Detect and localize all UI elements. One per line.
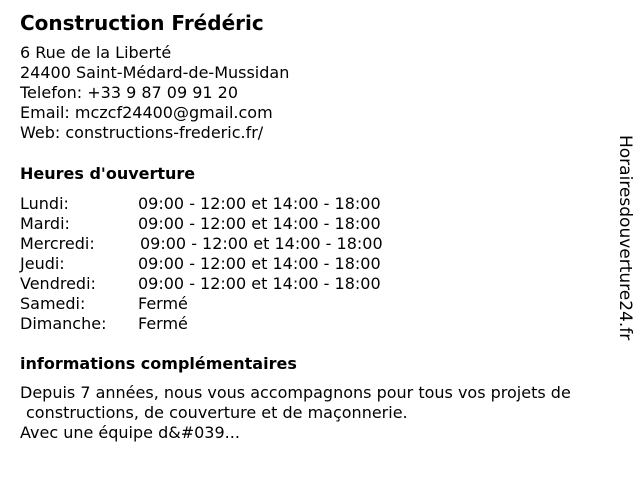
- hours-value: Fermé: [138, 314, 188, 333]
- contact-block: [20, 43, 289, 143]
- hours-value: 09:00 - 12:00 et 14:00 - 18:00: [138, 194, 381, 213]
- address-line-2: 24400 Saint-Médard-de-Mussidan: [20, 63, 290, 82]
- phone-text: Telefon: +33 9 87 09 91 20: [20, 83, 239, 102]
- hours-value: 09:00 - 12:00 et 14:00 - 18:00: [140, 234, 383, 253]
- day-label: Mercredi:: [20, 234, 95, 253]
- additional-info-text: [20, 383, 630, 443]
- info-line-3: Avec une équipe d&#039...: [20, 423, 240, 442]
- business-name: Construction Frédéric: [20, 11, 264, 35]
- day-label: Jeudi:: [20, 254, 65, 273]
- address-line-1: 6 Rue de la Liberté: [20, 43, 172, 62]
- opening-hours-heading: Heures d'ouverture: [20, 164, 196, 183]
- hours-value: 09:00 - 12:00 et 14:00 - 18:00: [138, 274, 381, 293]
- side-watermark: [604, 135, 640, 345]
- hours-value: Fermé: [138, 294, 188, 313]
- hours-value: 09:00 - 12:00 et 14:00 - 18:00: [138, 254, 381, 273]
- info-line-1: Depuis 7 années, nous vous accompagnons pour tous vos projets de: [20, 383, 571, 402]
- website-text: Web: constructions-frederic.fr/: [20, 123, 264, 142]
- day-label: Dimanche:: [20, 314, 107, 333]
- day-label: Vendredi:: [20, 274, 96, 293]
- watermark-text: Horairesdouverture24.fr: [615, 135, 635, 341]
- email-text: Email: mczcf24400@gmail.com: [20, 103, 273, 122]
- additional-info-heading: informations complémentaires: [20, 354, 297, 373]
- hours-value: 09:00 - 12:00 et 14:00 - 18:00: [138, 214, 381, 233]
- day-label: Lundi:: [20, 194, 69, 213]
- day-label: Mardi:: [20, 214, 70, 233]
- info-line-2: constructions, de couverture et de maçonnerie.: [26, 403, 408, 422]
- day-label: Samedi:: [20, 294, 86, 313]
